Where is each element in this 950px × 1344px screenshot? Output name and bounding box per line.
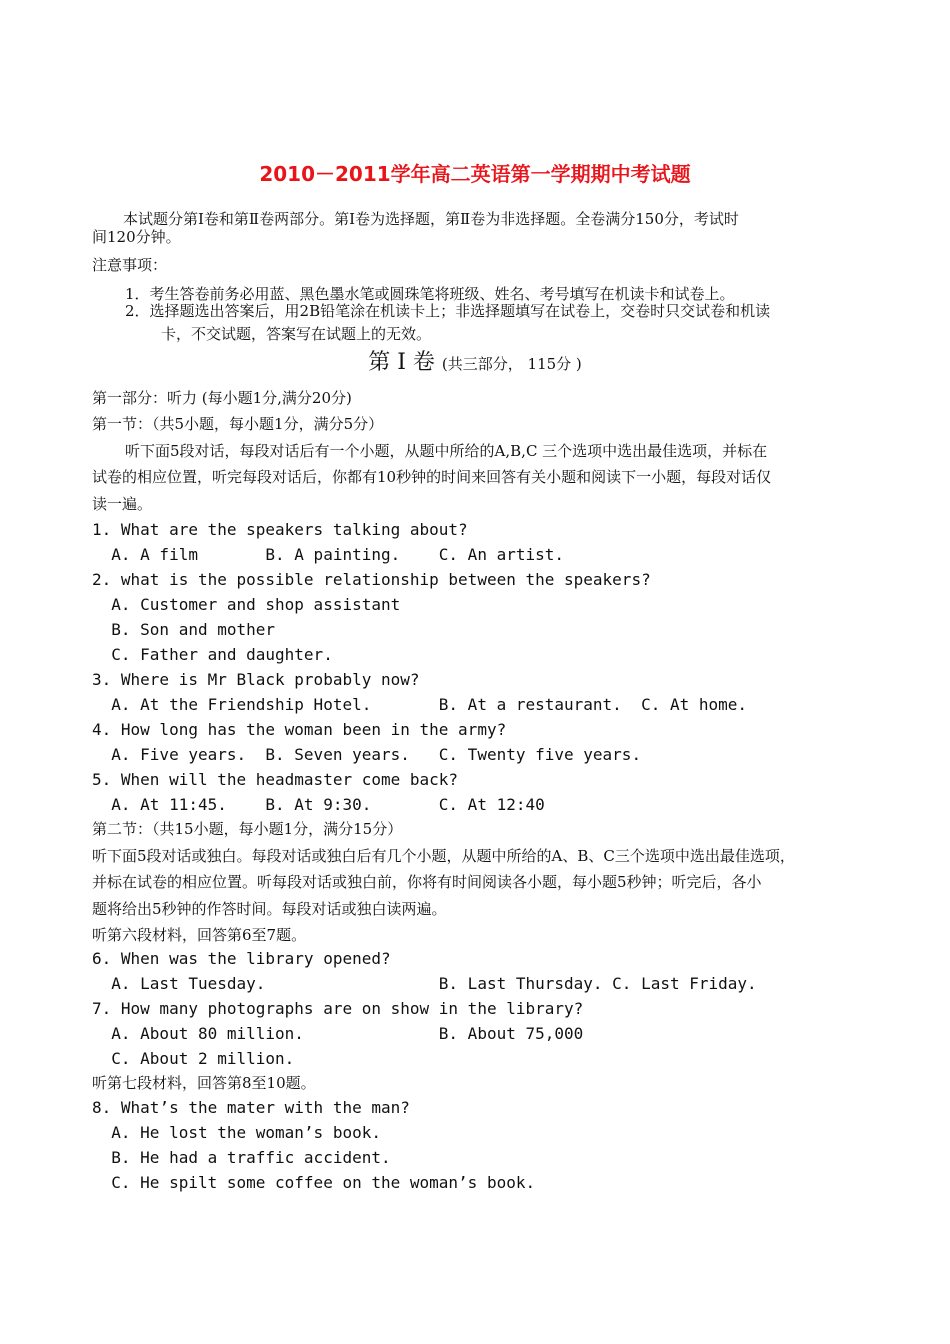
instructions: 读一遍。	[92, 495, 153, 513]
question: 5. When will the headmaster come back?	[92, 770, 459, 789]
instructions: 听下面5段对话或独白。每段对话或独白后有几个小题，从题中所给的A、B、C三个选项中选出最佳选项，	[92, 847, 795, 865]
answer-option: C. About 2 million.	[92, 1049, 295, 1068]
intro-text: 间120分钟。	[92, 228, 181, 246]
question: 6. When was the library opened?	[92, 949, 391, 968]
answer-options: A. At the Friendship Hotel. B. At a restaurant. C. At home.	[92, 695, 748, 714]
volume-title: 第 Ⅰ 卷	[368, 350, 435, 375]
page-title: 2010－2011学年高二英语第一学期期中考试题	[259, 162, 691, 186]
answer-option: C. Father and daughter.	[92, 645, 333, 664]
question: 3. Where is Mr Black probably now?	[92, 670, 420, 689]
intro-text: 本试题分第Ⅰ卷和第Ⅱ卷两部分。第Ⅰ卷为选择题，第Ⅱ卷为非选择题。全卷满分150分，考试时	[123, 210, 739, 228]
volume-heading	[0, 348, 950, 379]
instructions: 并标在试卷的相应位置。听每段对话或独白前，你将有时间阅读各小题，每小题5秒钟；听完后，各小	[92, 873, 762, 891]
answer-option: B. Son and mother	[92, 620, 276, 639]
notes-heading: 注意事项：	[92, 256, 168, 274]
question: 2. what is the possible relationship between the speakers?	[92, 570, 651, 589]
note-item: 1．考生答卷前务必用蓝、黑色墨水笔或圆珠笔将班级、姓名、考号填写在机读卡和试卷上。	[125, 285, 735, 303]
answer-options: A. A film B. A painting. C. An artist.	[92, 545, 565, 564]
question: 1. What are the speakers talking about?	[92, 520, 468, 539]
material-heading: 听第七段材料，回答第8至10题。	[92, 1074, 316, 1092]
answer-option: B. He had a traffic accident.	[92, 1148, 391, 1167]
answer-option: A. Customer and shop assistant	[92, 595, 401, 614]
instructions: 试卷的相应位置，听完每段对话后，你都有10秒钟的时间来回答有关小题和阅读下一小题，每段对话仅	[92, 468, 772, 486]
answer-options: A. About 80 million. B. About 75,000	[92, 1024, 584, 1043]
question: 7. How many photographs are on show in the library?	[92, 999, 584, 1018]
answer-option: A. He lost the woman’s book.	[92, 1123, 381, 1142]
volume-subtitle: (共三部分， 115分 )	[441, 355, 582, 373]
answer-option: C. He spilt some coffee on the woman’s book.	[92, 1173, 536, 1192]
note-item: 2．选择题选出答案后，用2B铅笔涂在机读卡上；非选择题填写在试卷上，交卷时只交试卷和机读	[125, 302, 771, 320]
answer-options: A. Five years. B. Seven years. C. Twenty five years.	[92, 745, 642, 764]
section-heading: 第一节：（共5小题，每小题1分，满分5分）	[92, 415, 384, 433]
instructions: 题将给出5秒钟的作答时间。每段对话或独白读两遍。	[92, 900, 447, 918]
note-item: 卡，不交试题，答案写在试题上的无效。	[161, 325, 432, 343]
instructions: 听下面5段对话，每段对话后有一个小题，从题中所给的A,B,C 三个选项中选出最佳选项，并标在	[125, 442, 768, 460]
part-heading: 第一部分：听力 (每小题1分,满分20分)	[92, 389, 352, 407]
answer-options: A. Last Tuesday. B. Last Thursday. C. Last Friday.	[92, 974, 757, 993]
question: 4. How long has the woman been in the army?	[92, 720, 507, 739]
answer-options: A. At 11:45. B. At 9:30. C. At 12:40	[92, 795, 545, 814]
question: 8. What’s the mater with the man?	[92, 1098, 410, 1117]
section-heading: 第二节：（共15小题，每小题1分，满分15分）	[92, 820, 403, 838]
material-heading: 听第六段材料，回答第6至7题。	[92, 926, 307, 944]
